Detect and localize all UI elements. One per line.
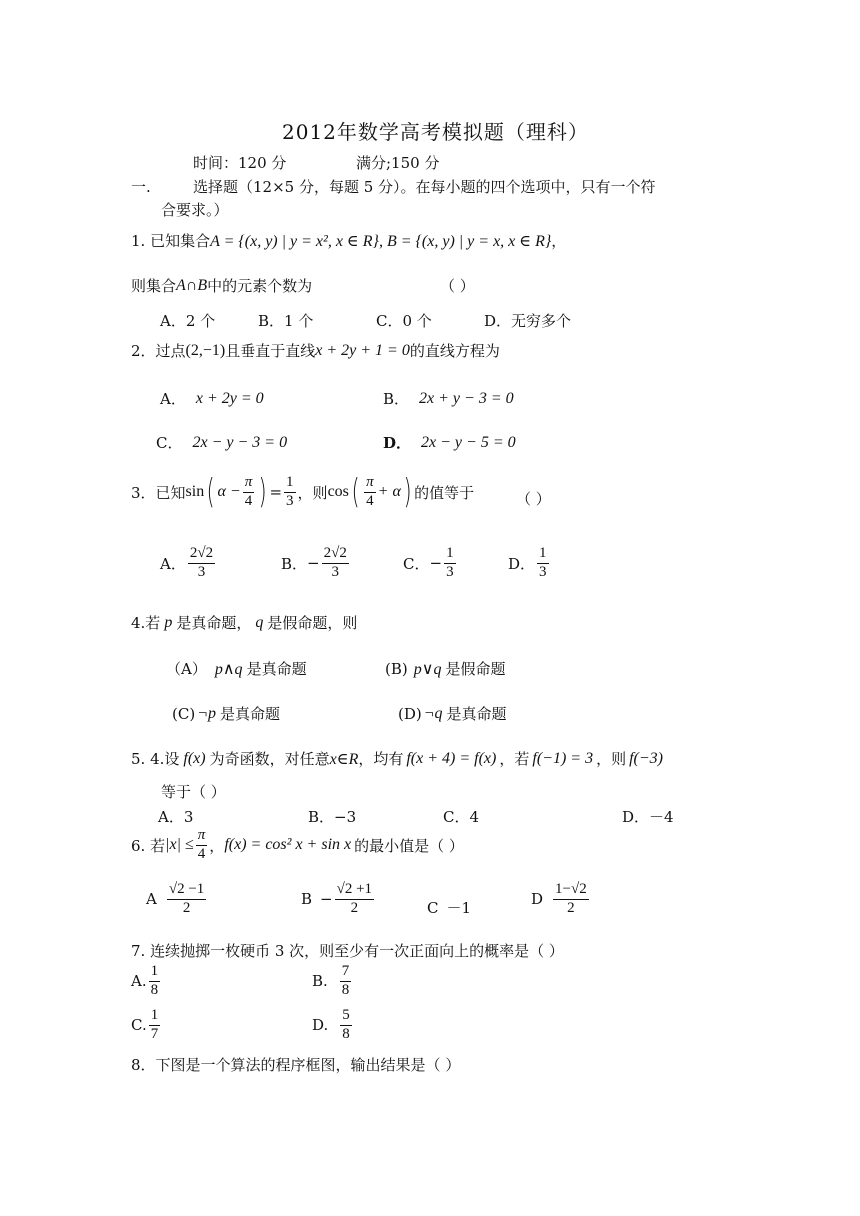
q3-pi: π xyxy=(243,475,255,493)
q1-answer-blank: （ ） xyxy=(440,277,475,295)
q7-option-a-den: 8 xyxy=(150,981,159,998)
q4-option-c-label: (C) xyxy=(172,704,196,723)
q5-text4: ，则 xyxy=(596,750,627,768)
question-6 xyxy=(131,828,464,863)
q5-option-b: B．−3 xyxy=(308,808,357,826)
q3-option-a-num: 2√2 xyxy=(188,546,215,564)
q4-option-a-text: 是真命题 xyxy=(246,660,307,678)
q6-option-a-label: A xyxy=(146,890,157,909)
q4-option-d-label: (D) xyxy=(398,704,422,723)
q3-paren-close-1: ) xyxy=(258,472,267,512)
q3-option-c-minus: − xyxy=(429,554,443,573)
q1-line2-prefix: 则集合 xyxy=(131,277,177,295)
q2-lead: 2．过点 xyxy=(131,342,186,360)
q1-line2-suffix: 中的元素个数为 xyxy=(207,277,313,295)
q5-line2: 等于（ ） xyxy=(161,783,226,801)
q2-point: (2,−1) xyxy=(185,341,226,359)
q3-option-d-den: 3 xyxy=(539,563,547,580)
q1-option-c: C．0 个 xyxy=(376,312,432,330)
q6-function: f(x) = cos² x + sin x xyxy=(224,836,352,854)
q4-option-a-label: （A） xyxy=(166,660,207,678)
q7-option-c-den: 7 xyxy=(150,1025,159,1042)
q6-option-d-label: D xyxy=(531,890,544,909)
q2-option-a-label: A． xyxy=(160,390,186,408)
q7-option-d-den: 8 xyxy=(342,1025,350,1042)
q7-option-a-num: 1 xyxy=(149,964,161,982)
q6-pi: π xyxy=(196,828,208,846)
q4-text2: 是假命题，则 xyxy=(267,614,358,632)
q7-option-a-frac xyxy=(149,964,161,999)
q6-option-b-den: 2 xyxy=(350,899,359,916)
q6-option-c-label: C xyxy=(427,898,439,917)
q3-option-a-den: 3 xyxy=(197,563,206,580)
q2-option-a-expr: x + 2y = 0 xyxy=(195,389,264,407)
section-number: 一. xyxy=(131,178,151,196)
q4-option-d-text: 是真命题 xyxy=(446,705,507,723)
q3-option-c-label: C． xyxy=(403,554,430,573)
q2-option-c xyxy=(156,432,287,453)
q6-abs-x: |x| ≤ xyxy=(165,836,194,854)
q6-option-a-den: 2 xyxy=(182,899,191,916)
question-2 xyxy=(131,340,500,361)
q3-option-c-den: 3 xyxy=(446,563,454,580)
q4-option-a-expr: p∧q xyxy=(214,660,243,678)
q7-option-c-label: C. xyxy=(131,1016,147,1035)
q4-option-b-expr: p∨q xyxy=(413,660,442,678)
q1-sets: A = {(x, y) | y = x², x ∈ R}, B = {(x, y) | y = x, x ∈ R} xyxy=(210,232,552,250)
q2-option-c-expr: 2x − y − 3 = 0 xyxy=(192,433,288,451)
q4-option-c-text: 是真命题 xyxy=(219,705,280,723)
q3-option-b-frac xyxy=(322,546,349,581)
q1-option-a: A．2 个 xyxy=(160,312,216,330)
q6-option-b-minus: − xyxy=(320,890,333,909)
q3-cos: cos xyxy=(327,483,349,500)
q6-option-b-frac xyxy=(335,882,374,917)
q5-eq3: f(−3) xyxy=(629,749,663,767)
q3-option-c xyxy=(403,546,458,581)
q2-option-d-label: D． xyxy=(383,434,412,452)
page-title: 2012年数学高考模拟题（理科） xyxy=(282,120,589,144)
q1-intersection: A∩B xyxy=(176,276,208,294)
q2-option-b-label: B． xyxy=(383,390,410,408)
q7-option-d xyxy=(312,1008,354,1043)
q3-answer-blank: （ ） xyxy=(516,490,551,508)
q7-option-d-num: 5 xyxy=(340,1008,352,1026)
q4-option-a xyxy=(166,658,307,679)
q3-option-b-num: 2√2 xyxy=(322,546,349,564)
q7-option-b xyxy=(312,964,353,999)
q3-one-third xyxy=(284,475,296,510)
q6-option-c xyxy=(427,897,471,918)
q7-option-d-label: D. xyxy=(312,1016,329,1035)
q4-option-b-label: (B) xyxy=(385,659,408,678)
q3-pi-over-4-b xyxy=(364,475,376,510)
q3-option-c-num: 1 xyxy=(444,546,456,564)
q4-q: q xyxy=(255,613,264,631)
q3-option-d-label: D． xyxy=(508,554,536,573)
exam-time: 时间：120 分 xyxy=(193,154,287,172)
q7-option-b-frac xyxy=(340,964,352,999)
q4-option-b xyxy=(385,658,505,679)
q3-equals: = xyxy=(269,483,283,501)
q2-option-c-label: C． xyxy=(156,434,183,452)
q3-option-b-den: 3 xyxy=(331,563,339,580)
q7-option-c-frac xyxy=(149,1008,161,1043)
q6-option-a xyxy=(146,882,208,917)
q3-option-d-num: 1 xyxy=(537,546,549,564)
q6-option-a-num: √2 −1 xyxy=(167,882,206,900)
q7-option-c xyxy=(131,1008,162,1043)
q7-option-a xyxy=(131,964,162,999)
q7-option-b-label: B. xyxy=(312,972,328,991)
q6-option-d-den: 2 xyxy=(567,899,575,916)
q3-paren-close-2: ) xyxy=(403,472,412,512)
q3-tail: 的值等于 xyxy=(414,483,475,502)
q6-option-c-value: －1 xyxy=(446,899,472,917)
section-instructions-line1: 选择题（12×5 分，每题 5 分）。在每小题的四个选项中，只有一个符 xyxy=(193,178,656,196)
q6-pi-over-4 xyxy=(196,828,208,863)
q3-paren-open-2: ( xyxy=(351,472,360,512)
q7-option-c-num: 1 xyxy=(149,1008,161,1026)
q4-option-d xyxy=(398,703,507,724)
question-7: 7. 连续抛掷一枚硬币 3 次，则至少有一次正面向上的概率是（ ） xyxy=(131,942,564,960)
q3-one: 1 xyxy=(284,475,296,493)
q3-option-d xyxy=(508,546,551,581)
q6-tail: 的最小值是（ ） xyxy=(354,836,464,855)
q4-option-b-text: 是假命题 xyxy=(445,660,506,678)
question-4 xyxy=(131,612,357,633)
q6-lead: 6. 若 xyxy=(131,836,166,855)
q5-option-a: A．3 xyxy=(158,808,194,826)
q3-option-c-frac xyxy=(444,546,456,581)
q5-fx: f(x) xyxy=(183,749,206,767)
q7-option-a-label: A. xyxy=(131,972,147,991)
q5-text2: ，均有 xyxy=(358,750,404,768)
q1-tail: ， xyxy=(551,232,567,250)
q5-lead: 5. 4.设 xyxy=(131,750,180,768)
q6-four: 4 xyxy=(197,845,206,862)
q5-text1: 为奇函数，对任意 xyxy=(209,750,330,768)
q3-option-b-minus: − xyxy=(307,554,320,573)
q4-option-d-expr: ¬q xyxy=(423,704,443,722)
q2-tail: 的直线方程为 xyxy=(409,342,500,360)
q5-option-c: C．4 xyxy=(443,808,480,826)
q5-eq1: f(x + 4) = f(x) xyxy=(406,749,497,767)
q2-option-b xyxy=(383,388,514,409)
q5-text3: ，若 xyxy=(499,750,530,768)
q2-mid: 且垂直于直线 xyxy=(225,342,316,360)
q7-option-b-den: 8 xyxy=(341,981,350,998)
q3-option-a-frac xyxy=(188,546,215,581)
q6-option-b xyxy=(301,882,376,917)
q6-option-a-frac xyxy=(167,882,206,917)
q5-eq2: f(−1) = 3 xyxy=(532,749,594,767)
q6-comma: ， xyxy=(209,836,225,855)
question-5 xyxy=(131,748,663,769)
q1-option-b: B．1 个 xyxy=(258,312,314,330)
q2-option-d xyxy=(383,432,516,453)
q3-plus-alpha: + α xyxy=(377,483,401,500)
q3-three: 3 xyxy=(286,492,294,509)
q4-p: p xyxy=(164,613,173,631)
q5-option-d: D．－4 xyxy=(622,808,674,826)
q3-mid: ，则 xyxy=(297,483,328,502)
q4-option-c xyxy=(172,703,280,724)
q2-line: x + 2y + 1 = 0 xyxy=(315,341,410,359)
q6-option-b-label: B xyxy=(301,890,313,909)
q6-option-d-frac xyxy=(553,882,589,917)
q3-option-a xyxy=(160,546,217,581)
q5-x-in-r: x∈R xyxy=(329,750,359,768)
q2-option-b-expr: 2x + y − 3 = 0 xyxy=(419,389,514,407)
q6-option-d xyxy=(531,882,591,917)
q3-sin: sin xyxy=(185,483,205,500)
q7-option-d-frac xyxy=(340,1008,352,1043)
question-1-line2 xyxy=(131,275,312,296)
q3-paren-open-1: ( xyxy=(206,472,215,512)
question-8: 8．下图是一个算法的程序框图，输出结果是（ ） xyxy=(131,1056,461,1074)
q3-option-b-label: B． xyxy=(281,554,308,573)
q3-option-b xyxy=(281,546,351,581)
q4-text1: 是真命题， xyxy=(176,614,252,632)
q4-option-c-expr: ¬p xyxy=(197,704,216,722)
q3-four: 4 xyxy=(244,492,253,509)
question-3 xyxy=(131,472,474,512)
section-instructions-line2: 合要求。） xyxy=(161,201,229,219)
q2-option-d-expr: 2x − y − 5 = 0 xyxy=(421,433,516,451)
q3-option-a-label: A． xyxy=(160,554,186,573)
question-1 xyxy=(131,230,566,251)
q4-lead: 4.若 xyxy=(131,614,161,632)
q3-option-d-frac xyxy=(537,546,549,581)
q3-pi-over-4 xyxy=(243,475,255,510)
q3-alpha-minus: α − xyxy=(217,483,241,500)
q3-four-b: 4 xyxy=(366,492,374,509)
q1-option-d: D．无穷多个 xyxy=(484,312,572,330)
q7-option-b-num: 7 xyxy=(340,964,352,982)
q1-lead: 1. 已知集合 xyxy=(131,232,211,250)
exam-score: 满分;150 分 xyxy=(356,154,440,172)
q6-option-d-num: 1−√2 xyxy=(553,882,589,900)
q3-lead: 3．已知 xyxy=(131,483,186,502)
q3-pi-b: π xyxy=(364,475,376,493)
q2-option-a xyxy=(160,388,264,409)
q6-option-b-num: √2 +1 xyxy=(335,882,374,900)
